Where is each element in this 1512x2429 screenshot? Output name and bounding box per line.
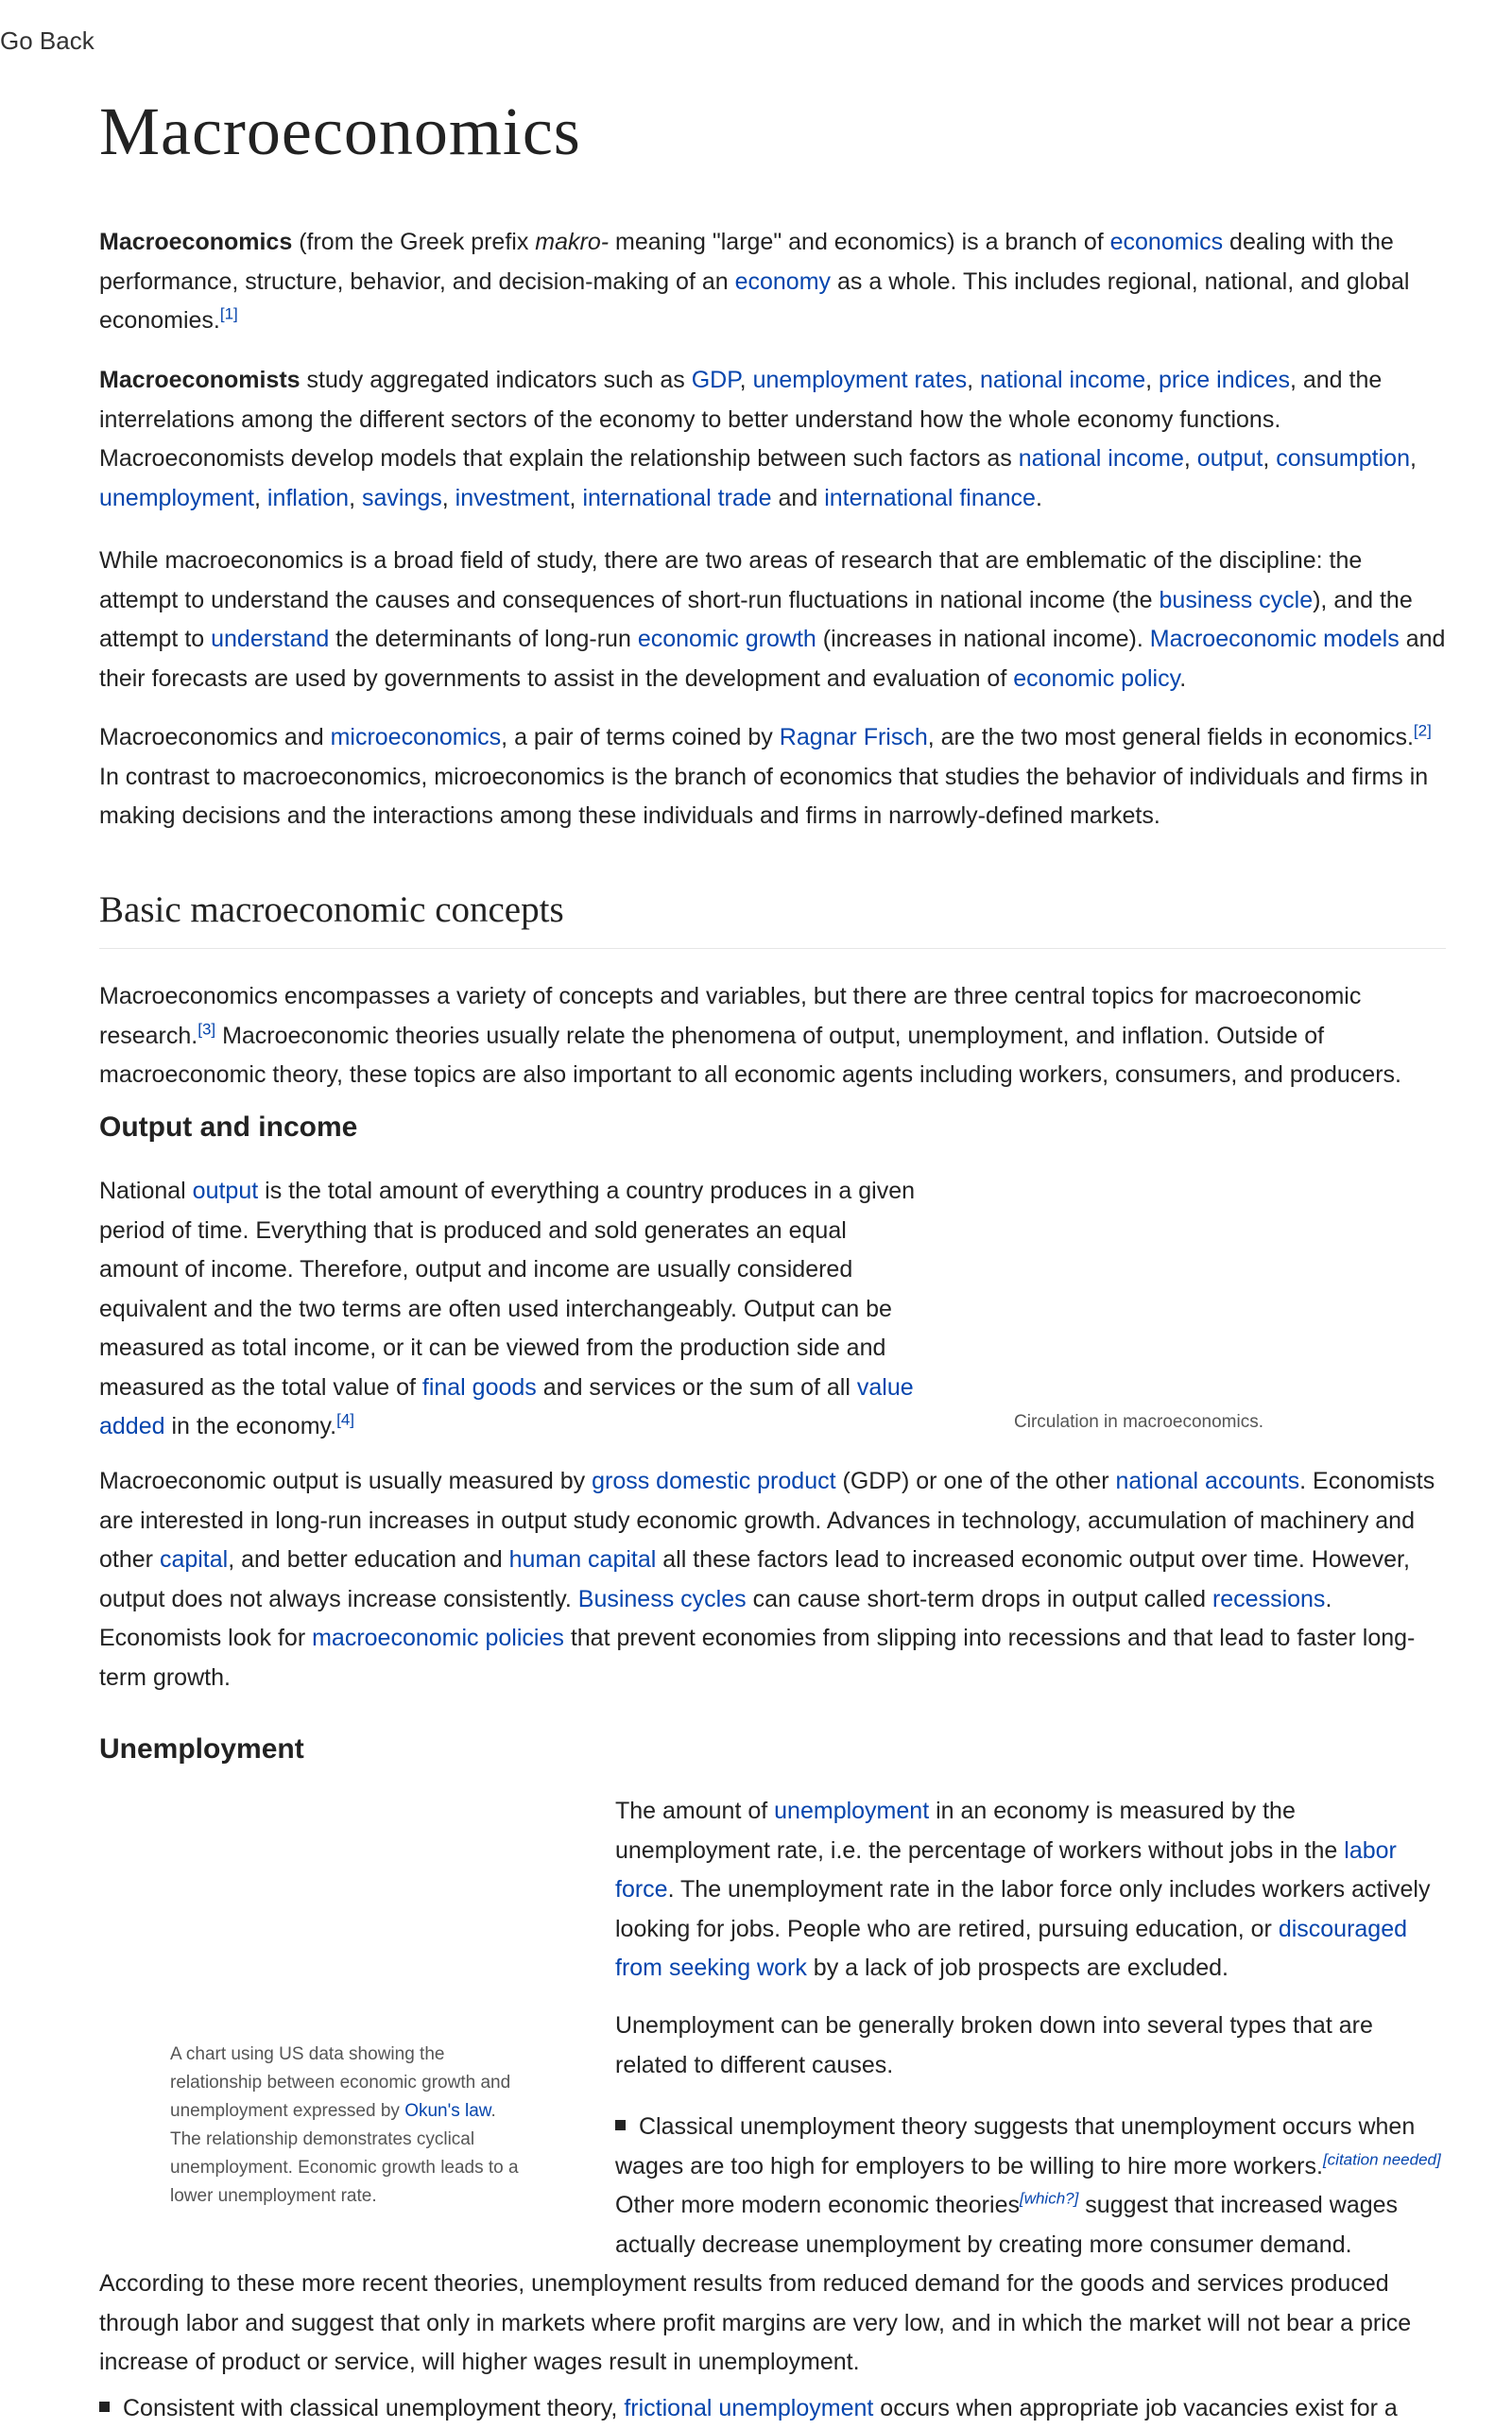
text: the determinants of long-run [329,626,638,652]
text: . [1179,664,1187,692]
link-international-finance[interactable]: international finance [824,484,1036,511]
text: (increases in national income). [816,626,1150,652]
subheading-output-income: Output and income [99,1111,358,1143]
which-tag[interactable]: [which?] [1019,2189,1079,2208]
text: , [441,484,455,511]
text: , [253,484,267,511]
bullet-icon [99,2402,110,2412]
link-national-accounts[interactable]: national accounts [1115,1468,1300,1494]
text: (GDP) or one of the other [835,1468,1116,1494]
text: . [1035,484,1042,511]
unemployment-paragraph-1 [615,1792,1447,1989]
link-macroeconomic-models[interactable]: Macroeconomic models [1149,626,1400,652]
text: that prevent economies from slipping into recessions and that lead to faster long-term growth. [99,1625,1416,1691]
text: Classical unemployment theory suggests that unemployment occurs when wages are too high for employers to be willing to hire more workers. [615,2113,1416,2179]
text: In contrast to macroeconomics, microeconomics is the branch of economics that studies the behavior of individuals and firms in making decisions and the interactions among these individuals and firms in narrowly-defined markets. [99,763,1429,829]
text: , [1263,445,1277,472]
text: can cause short-term drops in output called [746,1585,1212,1612]
link-price-indices[interactable]: price indices [1159,367,1290,393]
intro-paragraph-1 [99,223,1446,341]
text: dealing with the performance, structure, behavior, and decision-making of an [99,229,1394,295]
text: . Economists are interested in long-run increases in output study economic growth. Advances in technology, accumulation of machinery and other [99,1468,1435,1573]
link-macroeconomic-policies[interactable]: macroeconomic policies [312,1625,564,1651]
link-business-cycles[interactable]: Business cycles [577,1585,747,1612]
link-discouraged-worker[interactable]: discouraged from seeking work [615,1915,1408,1981]
ref-3[interactable]: [3] [198,1020,216,1039]
figure-caption-circulation: Circulation in macroeconomics. [1014,1412,1263,1432]
link-international-trade[interactable]: international trade [582,484,772,511]
link-national-income-2[interactable]: national income [1018,445,1184,472]
list-item-classical-unemployment [99,2108,1446,2383]
link-gdp[interactable]: GDP [691,367,740,393]
list-item-frictional-unemployment [99,2389,1446,2429]
ref-4[interactable]: [4] [336,1410,355,1429]
text: , and the interrelations among the different sectors of the economy to better understand how the whole economy functions. Macroeconomists develop models that explain the relationship between such factors as [99,367,1383,472]
link-investment[interactable]: investment [455,484,570,511]
link-consumption[interactable]: consumption [1276,445,1410,472]
link-value-added[interactable]: value added [99,1373,914,1439]
text: Consistent with classical unemployment theory, [123,2395,625,2421]
section-heading-basic-concepts: Basic macroeconomic concepts [99,888,1446,949]
text: The amount of [615,1798,775,1824]
text: While macroeconomics is a broad field of study, there are two areas of research that are emblematic of the discipline: the attempt to understand the causes and consequences of short-run fluctuations in national income (the [99,547,1363,613]
text: occurs when appropriate job vacancies exist for a [873,2395,1398,2421]
link-economics[interactable]: economics [1109,229,1224,255]
citation-needed-tag[interactable]: [citation needed] [1322,2150,1441,2169]
link-inflation[interactable]: inflation [266,484,350,511]
text: as a whole. This includes regional, national, and global economies. [99,267,1410,334]
text: , are the two most general fields in economics. [927,724,1414,750]
bold-term: Macroeconomists [99,367,301,393]
intro-paragraph-3 [99,542,1446,698]
unemployment-paragraph-2: Unemployment can be generally broken down into several types that are related to different causes. [615,2012,1373,2078]
bullet-icon [615,2120,626,2130]
text: in the economy. [164,1413,337,1439]
text: (from the Greek prefix [292,229,536,255]
text: , [1409,445,1417,472]
text: suggest that increased wages actually decrease unemployment by creating more consumer demand. According to these more recent theories, unemployment results from reduced demand for the goods and services produced through labor and suggest that only in markets where profit margins are very low, and in which the market will not bear a price increase of product or service, will higher wages result in unemployment. [99,2192,1412,2375]
text: and [771,484,825,511]
text: , and better education and [228,1546,509,1573]
text: ), and the attempt to [99,586,1413,652]
link-human-capital[interactable]: human capital [508,1546,657,1573]
link-recessions[interactable]: recessions [1211,1585,1326,1612]
go-back-link[interactable]: Go Back [0,26,94,55]
link-okuns-law[interactable]: Okun's law [404,2101,491,2121]
figure-spacer [99,2108,615,2265]
link-economic-growth[interactable]: economic growth [637,626,816,652]
text: National [99,1178,193,1204]
text: is the total amount of everything a country produces in a given period of time. Everything that is produced and sold generates an equal amount of income. Therefore, output and income are usually considered equivalent and the two terms are often used interchangeably. Output can be measured as total income, or it can be viewed from the production side and measured as the total value of [99,1178,916,1401]
link-output[interactable]: output [192,1178,259,1204]
link-unemployment[interactable]: unemployment [774,1798,930,1824]
link-output[interactable]: output [1196,445,1263,472]
italic-term: makro- [535,229,610,255]
text: Macroeconomics encompasses a variety of concepts and variables, but there are three central topics for macroeconomic research. [99,983,1362,1049]
text: , [1183,445,1197,472]
link-economy[interactable]: economy [734,267,832,295]
intro-paragraph-2 [99,361,1446,518]
text: and their forecasts are used by governments to assist in the development and evaluation of [99,626,1446,692]
intro-paragraph-4 [99,718,1446,836]
text: and services or the sum of all [536,1373,857,1401]
bold-term: Macroeconomics [99,229,293,255]
output-paragraph-1 [99,1172,931,1447]
basic-concepts-paragraph [99,977,1446,1095]
link-savings[interactable]: savings [361,484,442,511]
link-labor-force[interactable]: labor force [615,1836,1397,1903]
text: Macroeconomic output is usually measured by [99,1468,593,1494]
link-unemployment[interactable]: unemployment [99,484,254,511]
text: , [967,367,980,393]
text: meaning "large" and economics) is a branch of [609,229,1110,255]
link-unemployment-rates[interactable]: unemployment rates [752,367,968,393]
text: , [1145,367,1160,393]
text: Macroeconomics and [99,724,331,750]
link-microeconomics[interactable]: microeconomics [330,724,502,750]
page-title: Macroeconomics [99,94,581,169]
link-understand[interactable]: understand [211,626,330,652]
text: Macroeconomic theories usually relate the phenomena of output, unemployment, and inflation. Outside of macroeconomic theory, these topics are also important to all economic agents including workers, consumers, and producers. [99,1022,1401,1088]
subheading-unemployment: Unemployment [99,1733,304,1765]
text: , [739,367,753,393]
text: A chart using US data showing the relationship between economic growth and unemployment expressed by [170,2044,511,2121]
link-gross-domestic-product[interactable]: gross domestic product [592,1468,836,1494]
link-economic-policy[interactable]: economic policy [1013,664,1180,692]
text: , [349,484,362,511]
link-ragnar-frisch[interactable]: Ragnar Frisch [779,724,928,750]
link-capital[interactable]: capital [159,1546,229,1573]
text: in an economy is measured by the unemployment rate, i.e. the percentage of workers without jobs in the [615,1798,1345,1864]
text: all these factors lead to increased economic output over time. However, output does not always increase consistently. [99,1546,1410,1612]
text: by a lack of job prospects are excluded. [806,1955,1228,1981]
link-business-cycle[interactable]: business cycle [1159,586,1314,613]
text: . The relationship demonstrates cyclical unemployment. Economic growth leads to a lower unemployment rate. [170,2101,519,2206]
ref-1[interactable]: [1] [219,304,238,323]
text: . The unemployment rate in the labor force only includes workers actively looking for jobs. People who are retired, pursuing education, or [615,1876,1431,1942]
text: study aggregated indicators such as [300,367,692,393]
ref-2[interactable]: [2] [1413,721,1432,740]
text: , a pair of terms coined by [501,724,780,750]
text: Other more modern economic theories [615,2192,1020,2218]
link-frictional-unemployment[interactable]: frictional unemployment [624,2395,874,2421]
link-national-income[interactable]: national income [979,367,1146,393]
text: . Economists look for [99,1585,1332,1651]
output-paragraph-2 [99,1462,1446,1697]
link-final-goods[interactable]: final goods [421,1373,537,1401]
text: , [569,484,583,511]
